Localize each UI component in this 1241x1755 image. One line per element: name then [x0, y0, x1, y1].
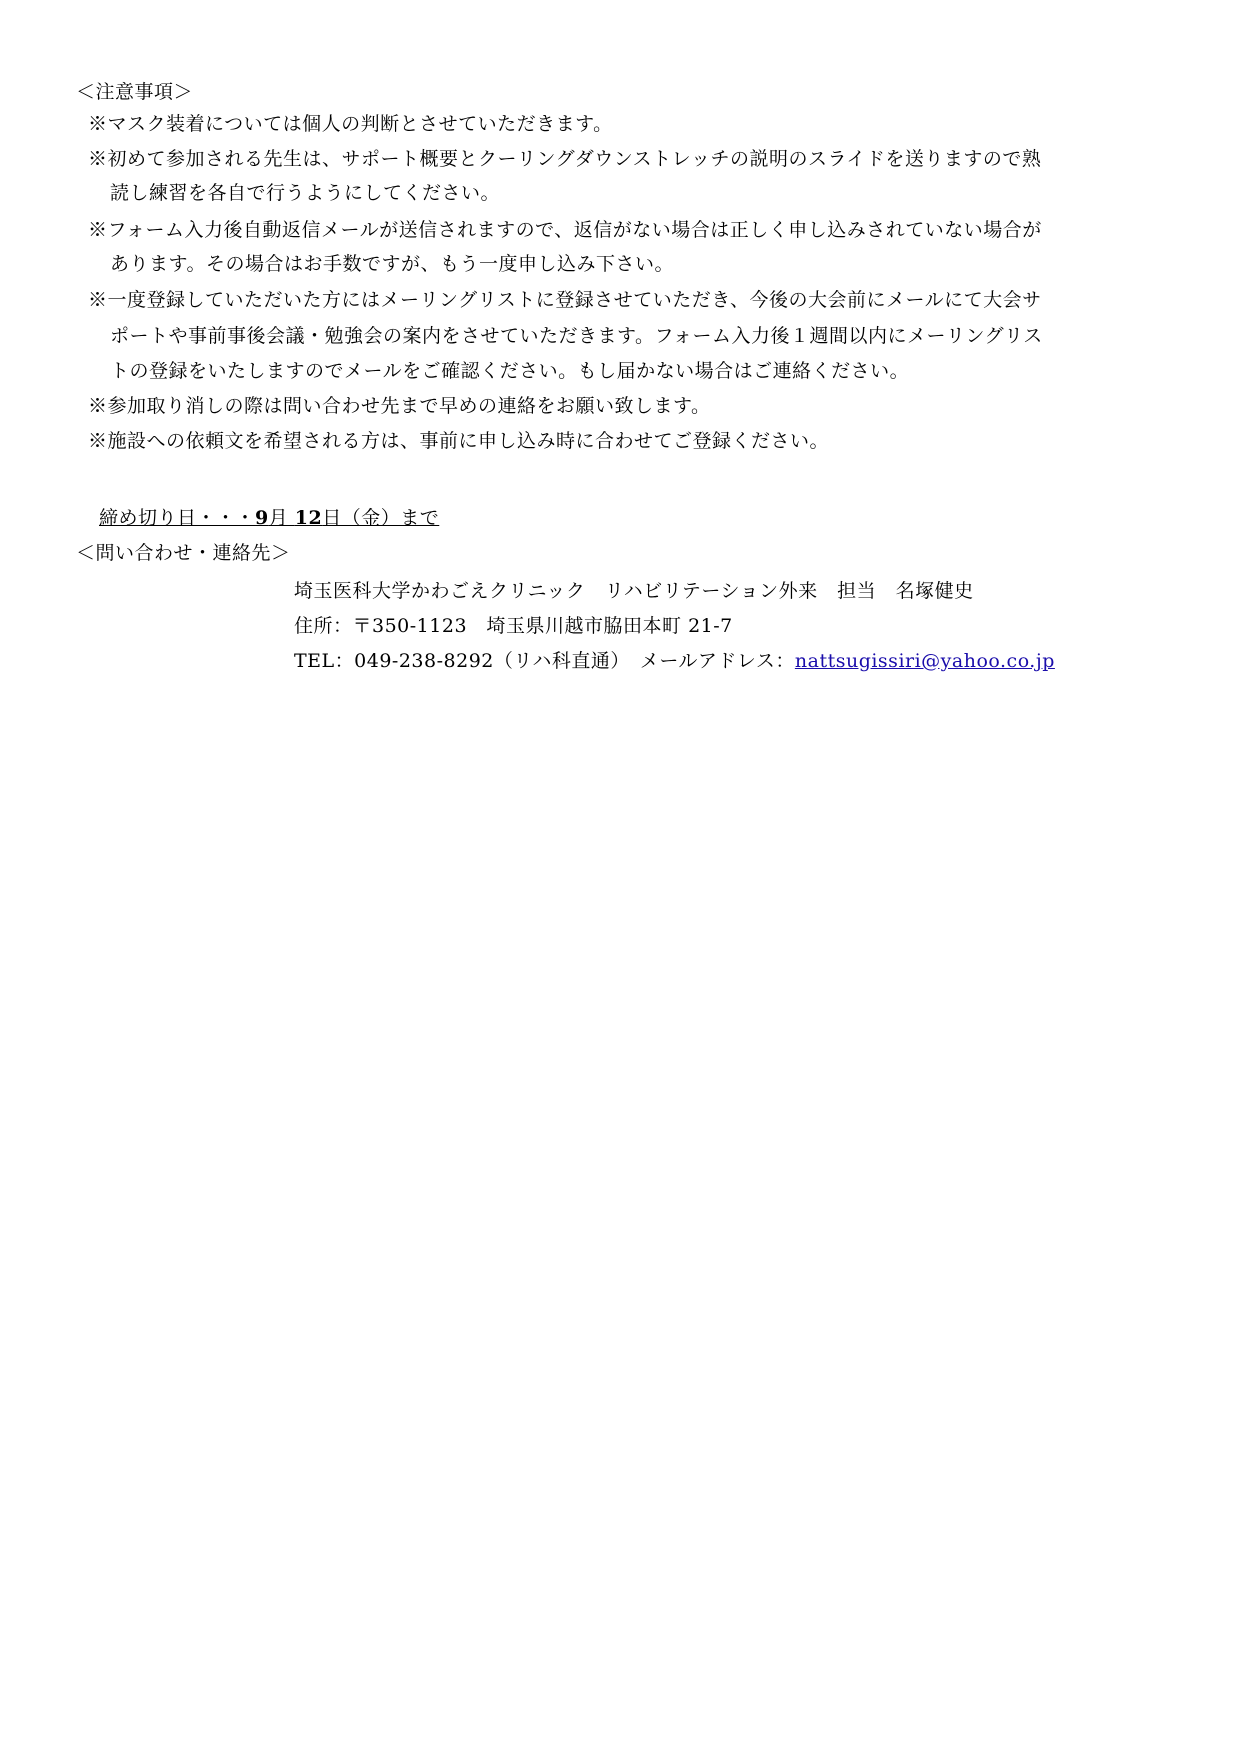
note-item: ※施設への依頼文を希望される方は、事前に申し込み時に合わせてご登録ください。: [88, 430, 830, 452]
contact-tel-line: [294, 649, 1055, 673]
contact-organization: 埼玉医科大学かわごえクリニック リハビリテーション外来 担当 名塚健史: [294, 580, 974, 602]
email-link[interactable]: nattsugissiri@yahoo.co.jp: [794, 650, 1055, 672]
deadline-month: 9: [255, 507, 269, 529]
note-item: ※フォーム入力後自動返信メールが送信されますので、返信がない場合は正しく申し込みされていない場合が: [88, 219, 1042, 241]
deadline-day: 12: [294, 507, 323, 529]
note-item-continued: ポートや事前事後会議・勉強会の案内をさせていただきます。フォーム入力後１週間以内にメーリングリス: [110, 325, 1043, 347]
note-item: ※初めて参加される先生は、サポート概要とクーリングダウンストレッチの説明のスライドを送りますので熟: [88, 148, 1042, 170]
deadline: [99, 506, 439, 530]
note-item: ※一度登録していただいた方にはメーリングリストに登録させていただき、今後の大会前にメールにて大会サ: [88, 289, 1042, 311]
note-item: ※参加取り消しの際は問い合わせ先まで早めの連絡をお願い致します。: [88, 395, 711, 417]
contact-address: 住所：〒350-1123 埼玉県川越市脇田本町 21-7: [294, 615, 733, 637]
contact-heading: ＜問い合わせ・連絡先＞: [76, 542, 291, 564]
deadline-day-unit: 日（金）まで: [322, 507, 440, 529]
contact-tel: TEL：049-238-8292（リハ科直通） メールアドレス：: [294, 650, 795, 672]
note-item-continued: あります。その場合はお手数ですが、もう一度申し込み下さい。: [110, 253, 674, 275]
note-item-continued: 読し練習を各自で行うようにしてください。: [110, 182, 501, 204]
note-item: ※マスク装着については個人の判断とさせていただきます。: [88, 113, 613, 135]
note-item-continued: トの登録をいたしますのでメールをご確認ください。もし届かない場合はご連絡ください。: [110, 360, 910, 382]
deadline-prefix: 締め切り日・・・: [99, 507, 256, 529]
deadline-month-unit: 月: [268, 507, 295, 529]
notes-heading: ＜注意事項＞: [76, 81, 194, 103]
